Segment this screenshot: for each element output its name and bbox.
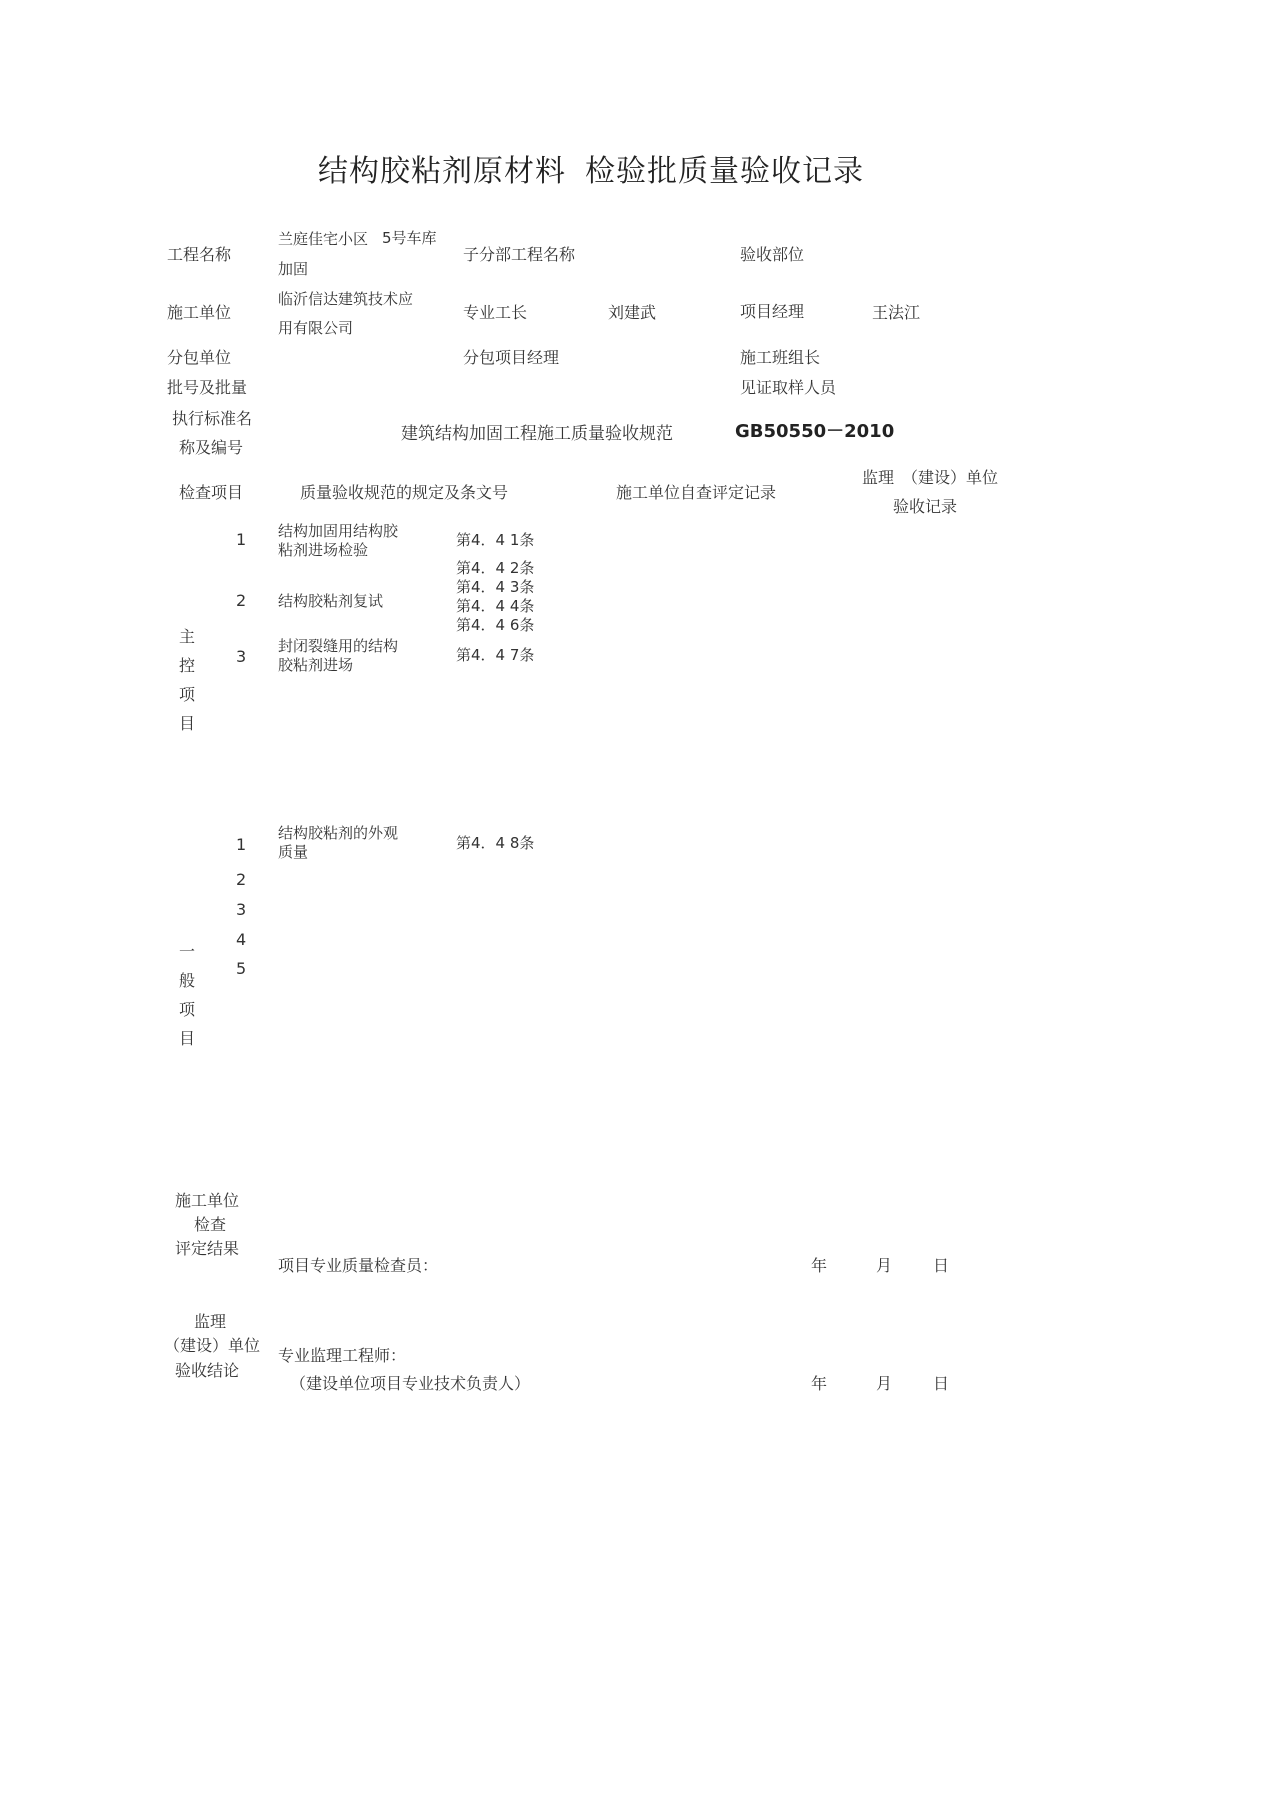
acceptance-part-label: 验收部位	[740, 245, 805, 264]
standard-label-line1: 执行标准名	[172, 409, 253, 428]
batch-label: 批号及批量	[167, 378, 248, 397]
construction-result-label-line2: 检查	[194, 1215, 227, 1234]
main-item-1-num: 1	[236, 530, 247, 549]
standard-label-line2: 称及编号	[179, 438, 244, 457]
construction-unit-value-line1: 临沂信达建筑技术应	[278, 290, 414, 308]
quality-inspector-label: 项目专业质量检查员：	[278, 1256, 439, 1275]
witness-label: 见证取样人员	[740, 378, 837, 397]
team-leader-label: 施工班组长	[740, 348, 821, 367]
standard-name: 建筑结构加固工程施工质量验收规范	[401, 424, 673, 444]
general-item-1-desc-line2: 质量	[278, 843, 309, 861]
project-name-value-line2: 加固	[278, 260, 309, 278]
foreman-label: 专业工长	[463, 303, 528, 322]
general-item-5-num: 5	[236, 959, 247, 978]
supervision-year: 年	[811, 1374, 828, 1393]
subdivision-label: 子分部工程名称	[463, 245, 576, 264]
owner-representative-label: （建设单位项目专业技术负责人）	[290, 1374, 531, 1393]
supervision-result-label-line1: 监理	[194, 1312, 227, 1331]
main-item-2-desc-line1: 结构胶粘剂复试	[278, 592, 384, 610]
construction-year: 年	[811, 1256, 828, 1275]
project-name-value-line1: 兰庭佳宅小区	[278, 230, 369, 248]
foreman-value: 刘建武	[608, 303, 657, 322]
page-title-part1: 结构胶粘剂原材料	[318, 154, 566, 189]
project-manager-value: 王法江	[872, 303, 921, 322]
project-name-label: 工程名称	[167, 245, 232, 264]
general-item-2-num: 2	[236, 870, 247, 889]
subcontract-unit-label: 分包单位	[167, 348, 232, 367]
main-item-2-clause-1: 第4．4 3条	[456, 578, 535, 596]
construction-day: 日	[933, 1256, 950, 1275]
construction-result-label-line1: 施工单位	[175, 1191, 240, 1210]
main-item-2-clause-3: 第4．4 6条	[456, 616, 535, 634]
column-check-item: 检查项目	[179, 483, 244, 502]
construction-month: 月	[876, 1256, 893, 1275]
main-item-1-desc-line2: 粘剂进场检验	[278, 541, 369, 559]
general-item-1-clause: 第4．4 8条	[456, 834, 535, 852]
main-control-label: 主 控 项 目	[179, 627, 196, 733]
general-item-1-desc-line1: 结构胶粘剂的外观	[278, 824, 399, 842]
main-item-1-clause-2: 第4．4 2条	[456, 559, 535, 577]
project-name-value-num: 5号车库	[382, 229, 437, 247]
general-item-4-num: 4	[236, 930, 247, 949]
page-title-part2: 检验批质量验收记录	[585, 154, 864, 189]
supervision-result-label-line3: 验收结论	[175, 1361, 240, 1380]
main-item-3-num: 3	[236, 647, 247, 666]
main-item-1-clause-1: 第4．4 1条	[456, 531, 535, 549]
construction-result-label-line3: 评定结果	[175, 1239, 240, 1258]
supervision-month: 月	[876, 1374, 893, 1393]
general-label: 一 般 项 目	[179, 942, 196, 1048]
main-item-1-desc-line1: 结构加固用结构胶	[278, 522, 399, 540]
standard-code: GB50550－2010	[735, 421, 895, 442]
construction-unit-label: 施工单位	[167, 303, 232, 322]
column-supervision-line2: 验收记录	[893, 497, 958, 516]
general-item-3-num: 3	[236, 900, 247, 919]
subcontract-pm-label: 分包项目经理	[463, 348, 560, 367]
supervision-engineer-label: 专业监理工程师：	[278, 1346, 407, 1365]
main-item-3-desc-line1: 封闭裂缝用的结构	[278, 637, 399, 655]
main-item-2-clause-2: 第4．4 4条	[456, 597, 535, 615]
construction-unit-value-line2: 用有限公司	[278, 319, 354, 337]
supervision-day: 日	[933, 1374, 950, 1393]
column-supervision-line1: 监理 （建设）单位	[862, 468, 999, 487]
project-manager-label: 项目经理	[740, 302, 805, 321]
main-item-2-num: 2	[236, 591, 247, 610]
main-item-3-desc-line2: 胶粘剂进场	[278, 656, 354, 674]
column-self-check: 施工单位自查评定记录	[616, 483, 777, 502]
general-item-1-num: 1	[236, 835, 247, 854]
main-item-3-clause-1: 第4．4 7条	[456, 646, 535, 664]
supervision-result-label-line2: （建设）单位	[164, 1336, 261, 1355]
column-spec: 质量验收规范的规定及条文号	[300, 483, 509, 502]
